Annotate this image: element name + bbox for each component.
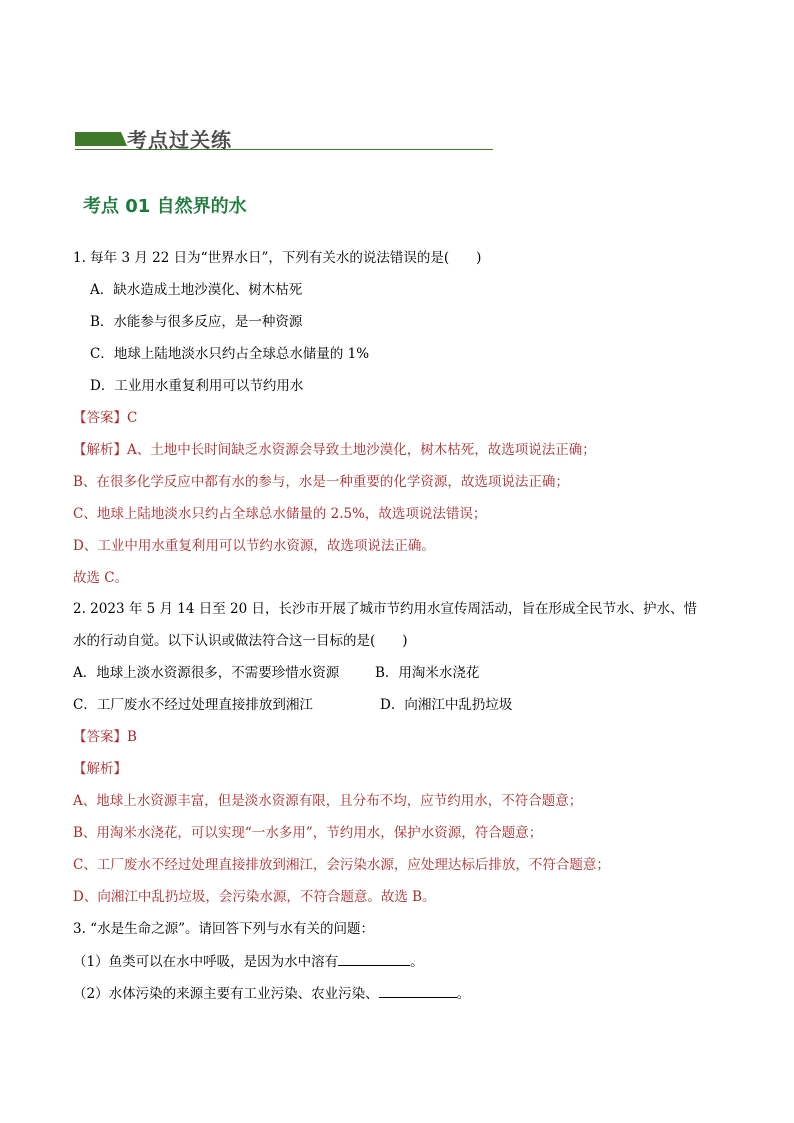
q1-answer	[73, 408, 137, 428]
q3-part2-blank[interactable]	[379, 983, 457, 998]
q2-analysis-a: A、地球上水资源丰富，但是淡水资源有限，且分布不均，应节约用水，不符合题意；	[73, 793, 583, 809]
q1-option-d: D．工业用水重复利用可以节约用水	[90, 378, 304, 394]
q3-part1-text: （1）鱼类可以在水中呼吸，是因为水中溶有	[73, 954, 339, 970]
q1-analysis-c: C、地球上陆地淡水只约占全球总水储量的 2.5%，故选项说法错误；	[73, 506, 487, 522]
section-title: 考点过关练	[127, 128, 232, 152]
q3-part2-text: （2）水体污染的来源主要有工业污染、农业污染、	[73, 986, 379, 1002]
q2-option-a: A．地球上淡水资源很多，不需要珍惜水资源	[73, 665, 340, 681]
q1-analysis-a-text: A、土地中长时间缺乏水资源会导致土地沙漠化，树木枯死，故选项说法正确；	[127, 442, 596, 458]
q2-analysis-b: B、用淘米水浇花，可以实现“一水多用”，节约用水，保护水资源，符合题意；	[73, 825, 543, 841]
q2-stem-line2: 水的行动自觉。以下认识或做法符合这一目标的是( )	[73, 633, 408, 649]
section-header	[75, 124, 493, 152]
q1-analysis-b: B、在很多化学反应中都有水的参与，水是一种重要的化学资源，故选项说法正确；	[73, 474, 569, 490]
q2-stem-line1: 2. 2023 年 5 月 14 日至 20 日，长沙市开展了城市节约用水宣传周活动，旨在形成全民节水、护水、惜	[73, 601, 698, 617]
q1-answer-value: C	[127, 410, 138, 426]
q2-answer-label: 【答案】	[73, 729, 127, 745]
q1-stem: 1. 每年 3 月 22 日为“世界水日”，下列有关水的说法错误的是( )	[73, 250, 482, 266]
q1-option-b: B．水能参与很多反应，是一种资源	[90, 314, 303, 330]
q2-answer-value: B	[127, 729, 137, 745]
q1-option-a: A．缺水造成土地沙漠化、树木枯死	[90, 282, 303, 298]
q1-option-c: C．地球上陆地淡水只约占全球总水储量的 1%	[90, 346, 370, 362]
q3-part2-end: 。	[456, 986, 471, 1002]
q1-answer-label: 【答案】	[73, 410, 127, 426]
topic-title: 考点 01 自然界的水	[83, 196, 247, 217]
q3-stem: 3. “水是生命之源”。请回答下列与水有关的问题：	[73, 921, 374, 937]
q3-part2	[73, 983, 470, 1004]
q3-part1	[73, 951, 424, 972]
section-header-bar	[75, 132, 121, 146]
q2-option-d: D．向湘江中乱扔垃圾	[380, 697, 513, 713]
q2-answer	[73, 727, 137, 747]
q2-analysis-label: 【解析】	[73, 761, 127, 777]
q2-analysis-c: C、工厂废水不经过处理直接排放到湘江，会污染水源，应处理达标后排放，不符合题意；	[73, 857, 610, 873]
q3-part1-blank[interactable]	[338, 951, 410, 966]
q2-option-c: C．工厂废水不经过处理直接排放到湘江	[73, 697, 313, 713]
q1-analysis-d: D、工业中用水重复利用可以节约水资源，故选项说法正确。	[73, 538, 435, 554]
q1-analysis-a	[73, 440, 596, 460]
q3-part1-end: 。	[410, 954, 424, 970]
q2-option-b: B．用淘米水浇花	[375, 665, 480, 681]
q1-conclusion: 故选 C。	[73, 570, 129, 586]
q2-analysis-d: D、向湘江中乱扔垃圾，会污染水源，不符合题意。故选 B。	[73, 889, 436, 905]
q1-analysis-label: 【解析】	[73, 442, 127, 458]
section-rule	[75, 149, 493, 150]
